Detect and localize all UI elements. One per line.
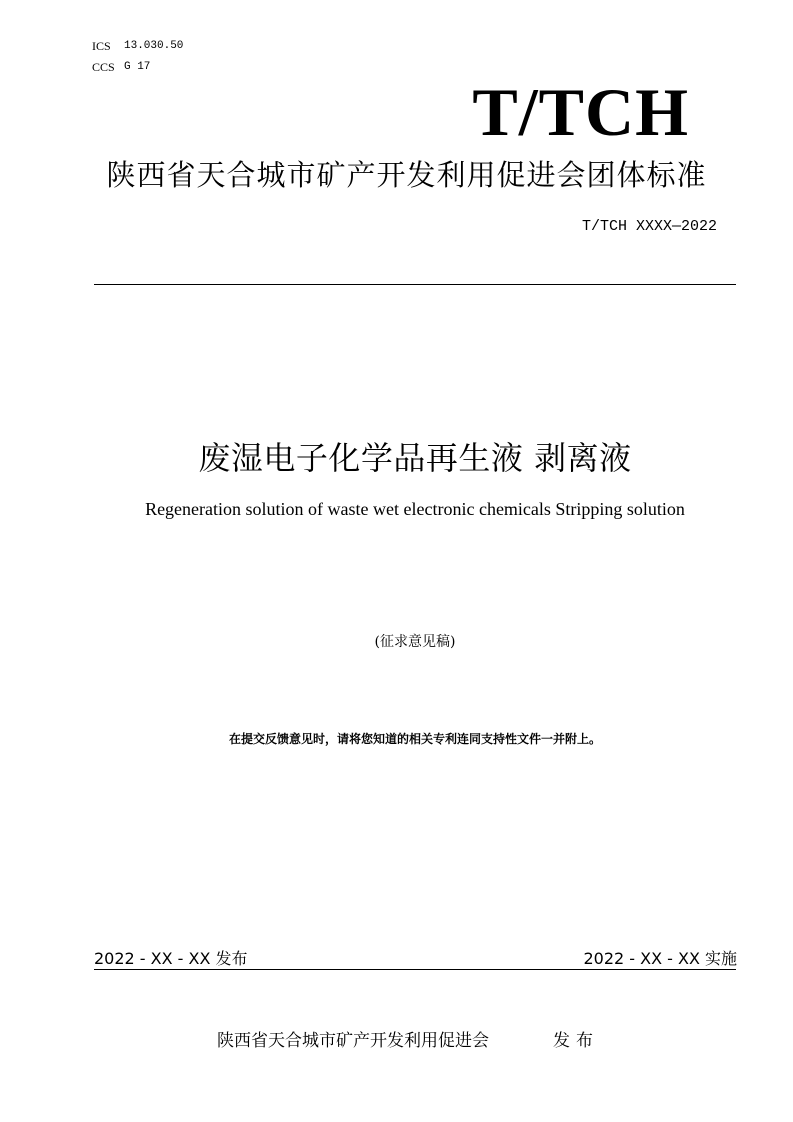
standard-logo: T/TCH	[472, 74, 689, 150]
ics-label: ICS	[92, 39, 111, 53]
document-title-en: Regeneration solution of waste wet electronic chemicals Stripping solution	[145, 499, 685, 519]
issue-date: 2022 - XX - XX 发布	[94, 949, 248, 968]
header-divider	[94, 284, 736, 285]
standard-number: T/TCH XXXX—2022	[581, 218, 717, 235]
ccs-label: CCS	[92, 60, 115, 74]
implementation-date: 2022 - XX - XX 实施	[583, 949, 737, 968]
document-title-cn: 废湿电子化学品再生液 剥离液	[198, 439, 632, 477]
draft-status-note: (征求意见稿)	[374, 634, 456, 650]
ics-code: 13.030.50	[124, 40, 184, 52]
ccs-code: G 17	[124, 61, 151, 73]
organization-title: 陕西省天合城市矿产开发利用促进会团体标准	[106, 158, 707, 192]
publish-label: 发布	[553, 1031, 599, 1051]
footer-divider	[94, 969, 736, 970]
feedback-note: 在提交反馈意见时，请将您知道的相关专利连同支持性文件一并附上。	[228, 732, 601, 746]
publisher-name: 陕西省天合城市矿产开发利用促进会	[217, 1031, 489, 1051]
